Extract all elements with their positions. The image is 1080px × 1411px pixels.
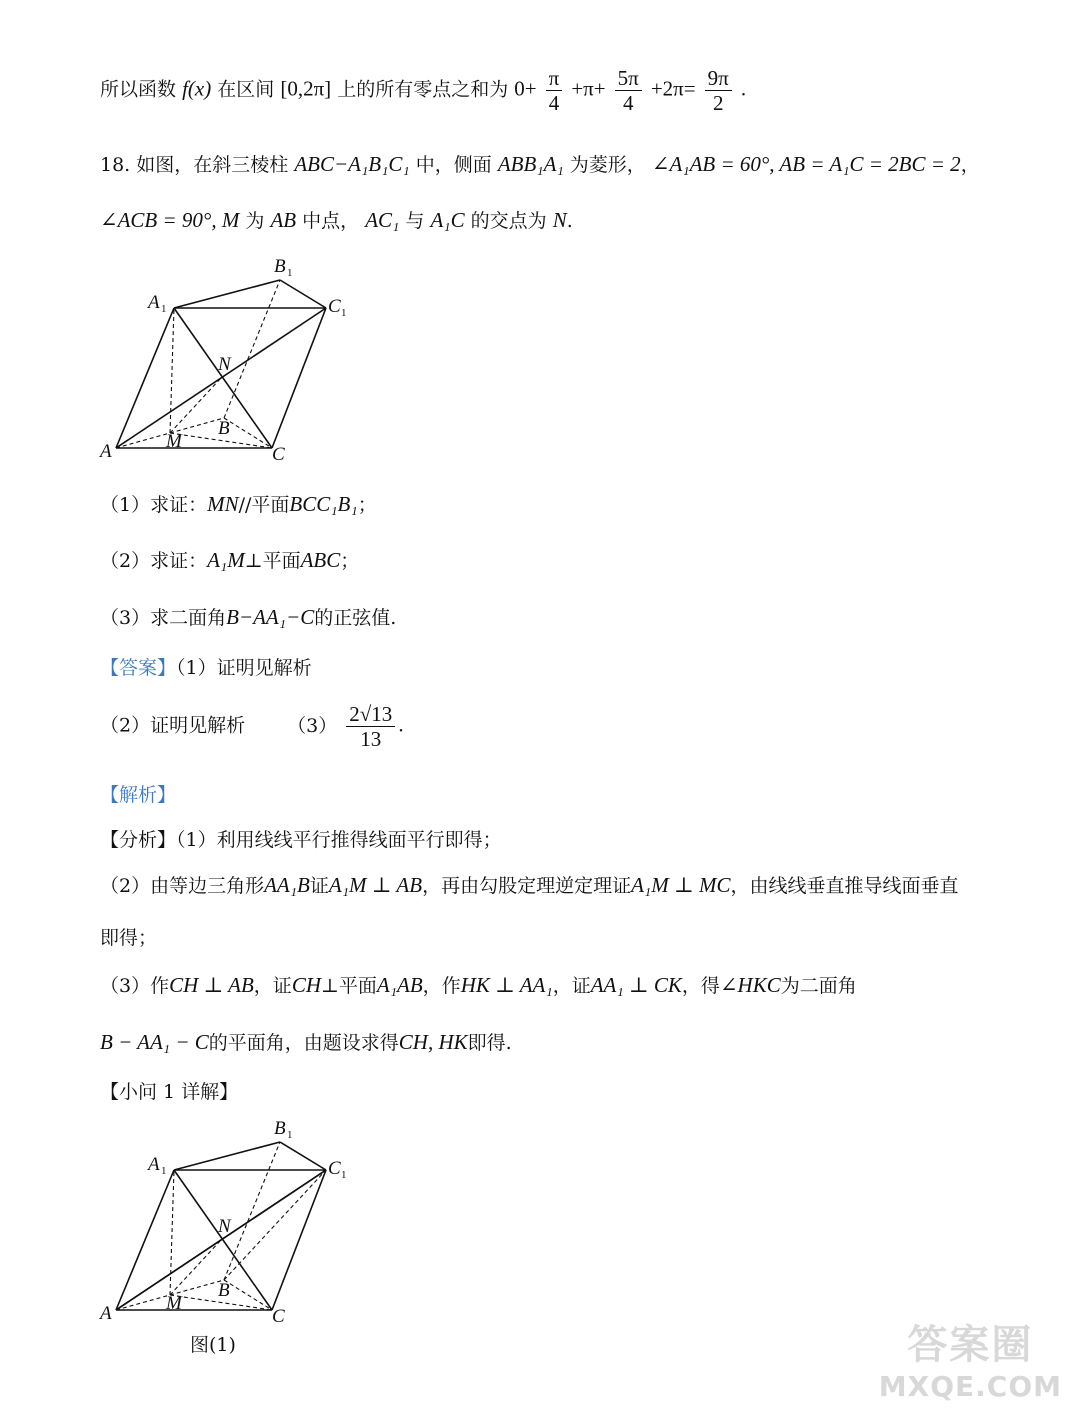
interval: [0,2π] — [280, 76, 332, 101]
sub-question-1-tag: 【小问 1 详解】 — [100, 1081, 239, 1103]
prism-figure — [98, 250, 368, 470]
step-3-cont: B − AA₁ − C的平面角，由题设求得CH, HK即得. — [100, 1030, 512, 1054]
svg-text:1: 1 — [341, 307, 347, 319]
svg-text:1: 1 — [161, 1165, 167, 1177]
answer-fraction: $\frac{2√13}{13}$ — [346, 702, 395, 751]
step-2: （2）由等边三角形AA₁B证A₁M ⊥ AB，再由勾股定理逆定理证A₁M ⊥ MC，由线线垂直推导线面垂直 — [100, 873, 959, 897]
part-1: （1）求证：MN//平面BCC₁B₁； — [100, 492, 377, 516]
answer-line1: 【答案】（1）证明见解析 — [100, 657, 312, 679]
part-3: （3）求二面角B−AA₁−C的正弦值. — [100, 605, 397, 629]
edge-a1b1 — [174, 280, 280, 308]
svg-text:1: 1 — [287, 1129, 293, 1141]
analysis-tag: 【解析】 — [100, 784, 177, 806]
edge-bc — [224, 418, 272, 448]
seg-a1m — [170, 308, 174, 433]
function-fx: f(x) — [182, 76, 212, 101]
step-3: （3）作CH ⊥ AB，证CH⊥平面A₁AB，作HK ⊥ AA₁，证AA₁ ⊥ CK，得∠HKC为二面角 — [100, 973, 857, 997]
fraction: $\frac{9\pi}{2}$ — [705, 66, 732, 115]
svg-text:B: B — [274, 1118, 286, 1139]
svg-text:A: A — [100, 1303, 112, 1324]
seg-mn — [170, 378, 221, 433]
svg-text:C: C — [272, 1306, 285, 1327]
label-a1: A — [148, 292, 160, 313]
fraction: $\frac{\pi}{4}$ — [546, 66, 563, 115]
figure-caption: 图(1) — [190, 1334, 236, 1356]
edge-bb1 — [224, 280, 280, 418]
svg-text:1: 1 — [341, 1169, 347, 1181]
prism-figure-2 — [98, 1112, 368, 1332]
part-2: （2）求证：A₁M⊥平面ABC； — [100, 548, 360, 572]
question-18-line1: 18. 如图，在斜三棱柱 ABC−A₁B₁C₁ 中，侧面 ABB₁A₁ 为菱形， ∠A₁AB = 60°, AB = A₁C = 2BC = 2， — [100, 152, 980, 176]
edge-cc1 — [272, 308, 326, 448]
svg-text:M: M — [166, 1293, 182, 1314]
svg-text:1: 1 — [161, 303, 167, 315]
svg-text:C: C — [328, 1158, 341, 1179]
conclusion-line: 所以函数 f(x) 在区间 [0,2π] 上的所有零点之和为 0+ $\frac{\pi}{4}$ +π+ $\frac{5\pi}{4}$ +2π= $\frac{9\pi}{2}$ . — [100, 66, 747, 115]
svg-text:1: 1 — [287, 267, 293, 279]
label-b1: B — [274, 256, 286, 277]
label-b: B — [218, 418, 230, 439]
edge-aa1 — [116, 308, 174, 448]
svg-text:B: B — [218, 1280, 230, 1301]
edge-b1c1 — [280, 280, 326, 308]
fraction: $\frac{5\pi}{4}$ — [615, 66, 642, 115]
answer-line2: （2）证明见解析 （3） $\frac{2√13}{13}$ . — [100, 702, 404, 751]
step-2-cont: 即得； — [100, 927, 158, 949]
label-n: N — [218, 354, 231, 375]
fenxi-line: 【分析】（1）利用线线平行推得线面平行即得； — [100, 829, 502, 851]
svg-text:N: N — [218, 1216, 231, 1237]
label-m: M — [166, 431, 182, 452]
label-c1: C — [328, 296, 341, 317]
watermark-logo: 答案圈 MXQE.COM — [878, 1322, 1062, 1403]
svg-text:A: A — [148, 1154, 160, 1175]
label-c: C — [272, 444, 285, 465]
label-a: A — [100, 441, 112, 462]
answer-tag: 【答案】 — [100, 657, 177, 679]
question-18-line2: ∠ACB = 90°, M 为 AB 中点， AC₁ 与 A₁C 的交点为 N. — [100, 208, 573, 232]
